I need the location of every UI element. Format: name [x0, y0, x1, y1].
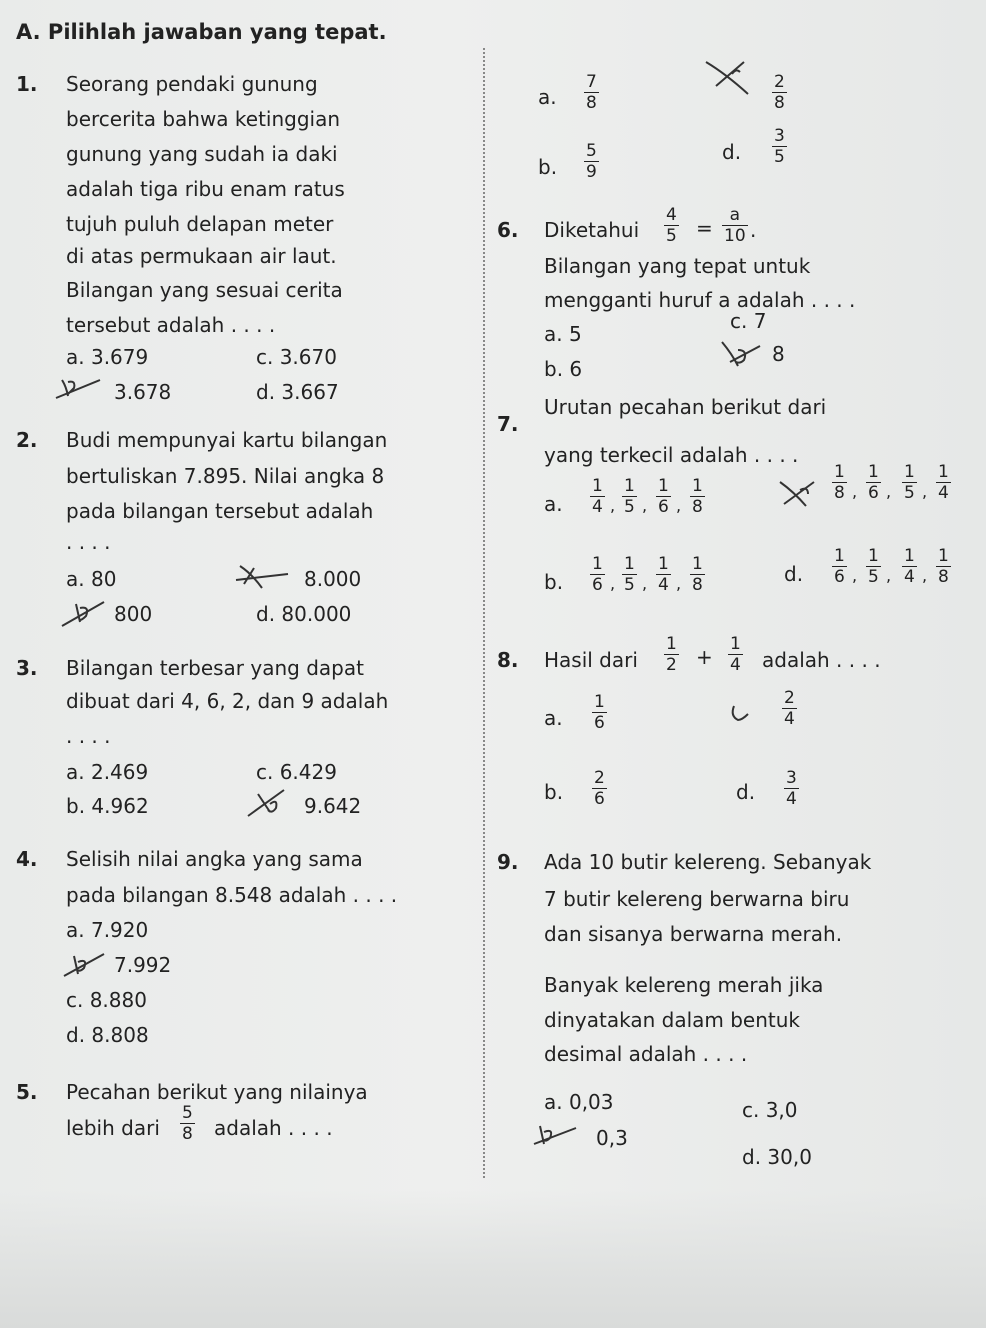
q2-option-c[interactable]: 8.000 [304, 567, 362, 591]
denominator: 6 [594, 789, 605, 809]
fraction [590, 476, 605, 517]
numerator: 7 [586, 72, 597, 92]
q5-option-c[interactable] [772, 72, 787, 113]
denominator: 5 [666, 226, 677, 246]
denominator: 5 [868, 567, 879, 587]
answer-cross-mark [728, 700, 758, 724]
q5-option-a[interactable] [584, 72, 599, 113]
fraction [622, 554, 637, 595]
q8-plus: + [696, 645, 713, 669]
q5-option-d-label: d. [722, 140, 742, 164]
q7-option-a-label: a. [544, 492, 563, 516]
q5-line: adalah . . . . [214, 1116, 333, 1140]
denominator: 8 [586, 93, 597, 113]
numerator: 2 [774, 72, 785, 92]
q6-option-a[interactable]: a. 5 [544, 322, 582, 346]
numerator: 1 [938, 462, 949, 482]
denominator: 8 [182, 1124, 193, 1144]
numerator: 1 [938, 546, 949, 566]
q9-option-b[interactable]: 0,3 [596, 1126, 628, 1150]
comma: , [886, 566, 892, 585]
q8-outro: adalah . . . . [762, 648, 881, 672]
q1-line: bercerita bahwa ketinggian [66, 107, 341, 131]
denominator: 4 [784, 709, 795, 729]
q1-option-d[interactable]: d. 3.667 [256, 380, 339, 404]
denominator: 5 [624, 497, 635, 517]
q9-number: 9. [497, 850, 519, 874]
fraction [902, 462, 917, 503]
numerator: 1 [868, 546, 879, 566]
answer-cross-mark [702, 56, 758, 96]
q8-option-d[interactable] [784, 768, 799, 809]
q3-option-a[interactable]: a. 2.469 [66, 760, 149, 784]
numerator: 2 [784, 688, 795, 708]
fraction [832, 462, 847, 503]
fraction [832, 546, 847, 587]
q5-option-a-label: a. [538, 85, 557, 109]
q4-option-b[interactable]: 7.992 [114, 953, 172, 977]
answer-cross-mark [244, 786, 304, 820]
numerator: 1 [624, 554, 635, 574]
comma: , [852, 482, 858, 501]
comma: , [886, 482, 892, 501]
q1-line: Seorang pendaki gunung [66, 72, 318, 96]
numerator: a [729, 205, 741, 225]
q2-line: pada bilangan tersebut adalah [66, 499, 374, 523]
comma: , [642, 496, 648, 515]
answer-cross-mark [60, 948, 112, 982]
q6-option-d[interactable]: 8 [772, 342, 785, 366]
q8-option-a[interactable] [592, 692, 607, 733]
q6-line: mengganti huruf a adalah . . . . [544, 288, 856, 312]
denominator: 4 [904, 567, 915, 587]
q3-option-b[interactable]: b. 4.962 [66, 794, 149, 818]
q5-option-b[interactable] [584, 141, 599, 182]
q8-fraction-1 [664, 634, 679, 675]
q2-line: bertuliskan 7.895. Nilai angka 8 [66, 464, 385, 488]
numerator: 2 [594, 768, 605, 788]
numerator: 1 [592, 554, 603, 574]
fraction [656, 476, 671, 517]
q1-number: 1. [16, 72, 38, 96]
q2-line: Budi mempunyai kartu bilangan [66, 428, 388, 452]
fraction [590, 554, 605, 595]
q2-option-b[interactable]: 800 [114, 602, 153, 626]
denominator: 8 [834, 483, 845, 503]
numerator: 3 [774, 126, 785, 146]
answer-cross-mark [232, 560, 294, 594]
q9-option-d[interactable]: d. 30,0 [742, 1145, 812, 1169]
comma: , [676, 574, 682, 593]
denominator: 4 [658, 575, 669, 595]
q4-line: pada bilangan 8.548 adalah . . . . [66, 883, 398, 907]
q1-line: adalah tiga ribu enam ratus [66, 177, 345, 201]
q5-line: lebih dari [66, 1116, 160, 1140]
q6-fraction-right [722, 205, 748, 246]
q8-option-d-label: d. [736, 780, 756, 804]
q1-line: tujuh puluh delapan meter [66, 212, 334, 236]
numerator: 5 [182, 1103, 193, 1123]
comma: , [922, 566, 928, 585]
q9-line: dan sisanya berwarna merah. [544, 922, 843, 946]
answer-cross-mark [52, 372, 104, 406]
fraction [622, 476, 637, 517]
q3-line: Bilangan terbesar yang dapat [66, 656, 364, 680]
q7-line: yang terkecil adalah . . . . [544, 443, 799, 467]
q1-line: Bilangan yang sesuai cerita [66, 278, 343, 302]
numerator: 3 [786, 768, 797, 788]
numerator: 1 [658, 476, 669, 496]
q5-line: Pecahan berikut yang nilainya [66, 1080, 368, 1104]
q6-number: 6. [497, 218, 519, 242]
q9-line: dinyatakan dalam bentuk [544, 1008, 801, 1032]
q1-option-b[interactable]: 3.678 [114, 380, 172, 404]
q6-equals: = [696, 216, 713, 240]
denominator: 5 [774, 147, 785, 167]
q4-number: 4. [16, 847, 38, 871]
denominator: 8 [692, 575, 703, 595]
q8-intro: Hasil dari [544, 648, 638, 672]
q5-option-b-label: b. [538, 155, 558, 179]
numerator: 1 [592, 476, 603, 496]
numerator: 4 [666, 205, 677, 225]
denominator: 8 [774, 93, 785, 113]
q9-line: desimal adalah . . . . [544, 1042, 748, 1066]
numerator: 1 [666, 634, 677, 654]
q4-option-c[interactable]: c. 8.880 [66, 988, 147, 1012]
denominator: 4 [786, 789, 797, 809]
q9-line: Ada 10 butir kelereng. Sebanyak [544, 850, 872, 874]
q9-line: 7 butir kelereng berwarna biru [544, 887, 850, 911]
q3-option-d[interactable]: 9.642 [304, 794, 362, 818]
denominator: 6 [592, 575, 603, 595]
q6-option-b[interactable]: b. 6 [544, 357, 583, 381]
denominator: 9 [586, 162, 597, 182]
fraction [866, 462, 881, 503]
q5-number: 5. [16, 1080, 38, 1104]
fraction [690, 476, 705, 517]
denominator: 5 [904, 483, 915, 503]
q6-intro: Diketahui [544, 218, 640, 242]
numerator: 1 [904, 462, 915, 482]
comma: , [610, 496, 616, 515]
numerator: 1 [834, 462, 845, 482]
denominator: 8 [692, 497, 703, 517]
numerator: 1 [904, 546, 915, 566]
numerator: 1 [730, 634, 741, 654]
q2-number: 2. [16, 428, 38, 452]
fraction [936, 462, 951, 503]
comma: , [852, 566, 858, 585]
q3-number: 3. [16, 656, 38, 680]
q1-line: tersebut adalah . . . . [66, 313, 276, 337]
page-shadow [0, 1190, 986, 1328]
q7-option-d-label: d. [784, 562, 804, 586]
numerator: 1 [594, 692, 605, 712]
q8-number: 8. [497, 648, 519, 672]
column-divider [483, 48, 485, 1178]
q2-option-a[interactable]: a. 80 [66, 567, 117, 591]
q3-line: dibuat dari 4, 6, 2, dan 9 adalah [66, 689, 389, 713]
q1-option-a[interactable]: a. 3.679 [66, 345, 149, 369]
q9-option-a[interactable]: a. 0,03 [544, 1090, 614, 1114]
q8-fraction-2 [728, 634, 743, 675]
denominator: 6 [834, 567, 845, 587]
numerator: 1 [692, 476, 703, 496]
denominator: 6 [658, 497, 669, 517]
comma: , [676, 496, 682, 515]
denominator: 4 [730, 655, 741, 675]
q9-line: Banyak kelereng merah jika [544, 973, 824, 997]
numerator: 1 [868, 462, 879, 482]
q8-option-c[interactable] [782, 688, 797, 729]
q6-period: . [750, 218, 757, 242]
comma: , [610, 574, 616, 593]
denominator: 8 [938, 567, 949, 587]
denominator: 6 [868, 483, 879, 503]
q6-line: Bilangan yang tepat untuk [544, 254, 811, 278]
answer-cross-mark [58, 596, 110, 632]
denominator: 4 [592, 497, 603, 517]
denominator: 5 [624, 575, 635, 595]
q1-option-c[interactable]: c. 3.670 [256, 345, 337, 369]
q7-line: Urutan pecahan berikut dari [544, 395, 827, 419]
q6-fraction-left [664, 205, 679, 246]
numerator: 1 [692, 554, 703, 574]
answer-cross-mark [530, 1118, 582, 1152]
q3-line: . . . . [66, 724, 111, 748]
q5-fraction [180, 1103, 195, 1144]
q8-option-b-label: b. [544, 780, 564, 804]
comma: , [642, 574, 648, 593]
comma: , [922, 482, 928, 501]
denominator: 4 [938, 483, 949, 503]
denominator: 10 [724, 226, 746, 246]
q9-option-c[interactable]: c. 3,0 [742, 1098, 798, 1122]
q1-line: di atas permukaan air laut. [66, 244, 337, 268]
numerator: 5 [586, 141, 597, 161]
q4-line: Selisih nilai angka yang sama [66, 847, 363, 871]
denominator: 2 [666, 655, 677, 675]
denominator: 6 [594, 713, 605, 733]
fraction [690, 554, 705, 595]
section-title: A. Pilihlah jawaban yang tepat. [16, 20, 387, 44]
q8-option-a-label: a. [544, 706, 563, 730]
q4-option-d[interactable]: d. 8.808 [66, 1023, 149, 1047]
q6-option-c[interactable]: c. 7 [730, 309, 767, 333]
fraction [656, 554, 671, 595]
fraction [902, 546, 917, 587]
q7-option-b-label: b. [544, 570, 564, 594]
q2-option-d[interactable]: d. 80.000 [256, 602, 352, 626]
q1-line: gunung yang sudah ia daki [66, 142, 338, 166]
fraction [866, 546, 881, 587]
q8-option-b[interactable] [592, 768, 607, 809]
numerator: 1 [834, 546, 845, 566]
q7-number: 7. [497, 412, 519, 436]
fraction [936, 546, 951, 587]
answer-cross-mark [776, 474, 826, 510]
q5-option-d[interactable] [772, 126, 787, 167]
q2-line: . . . . [66, 530, 111, 554]
answer-cross-mark [716, 336, 766, 370]
q3-option-c[interactable]: c. 6.429 [256, 760, 337, 784]
numerator: 1 [658, 554, 669, 574]
q4-option-a[interactable]: a. 7.920 [66, 918, 149, 942]
numerator: 1 [624, 476, 635, 496]
